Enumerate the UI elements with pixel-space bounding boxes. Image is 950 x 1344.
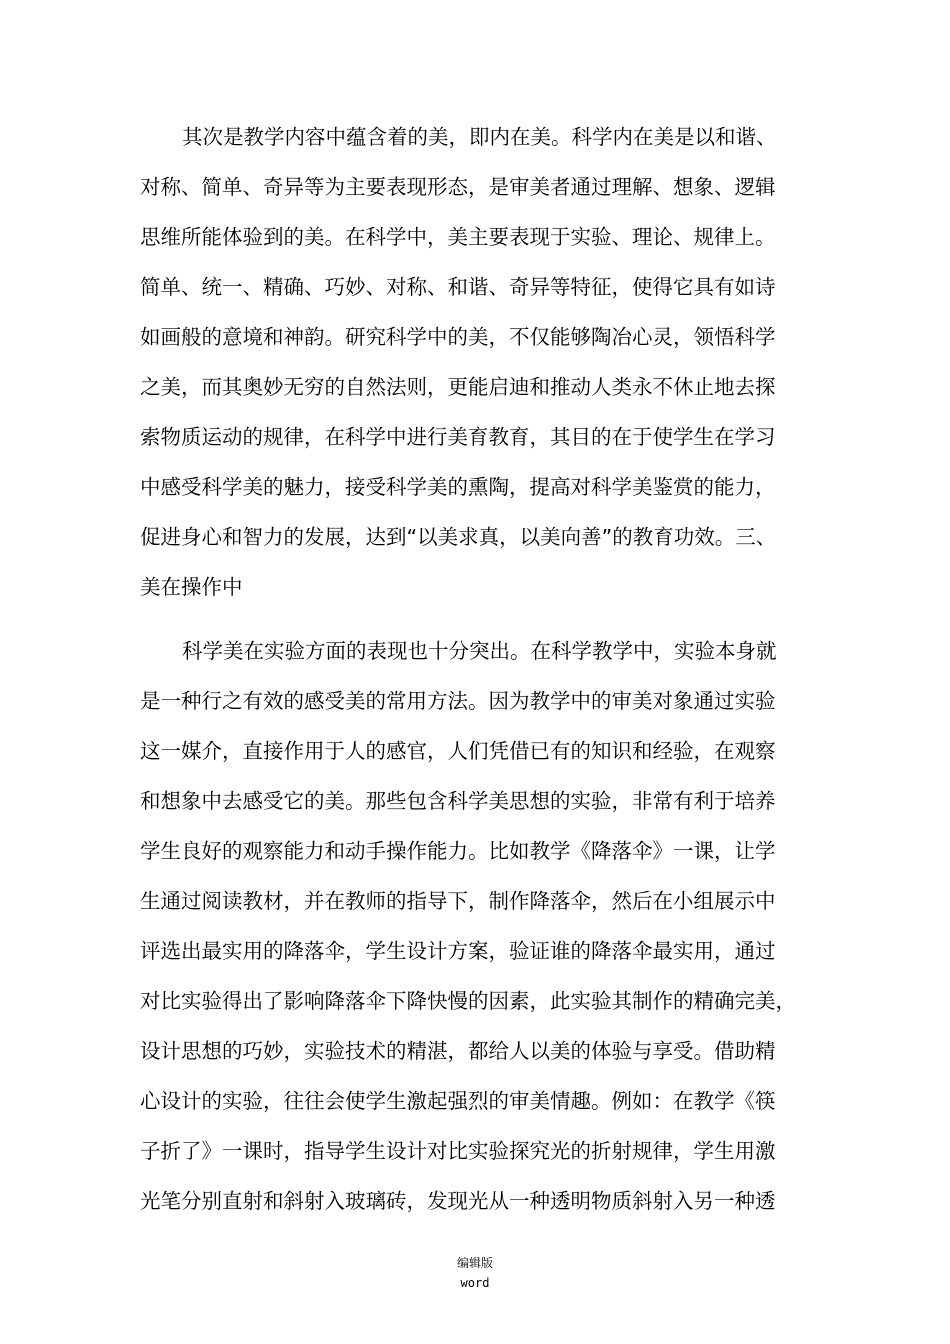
text-line: 科学美在实验方面的表现也十分突出。在科学教学中，实验本身就 <box>182 639 777 663</box>
text-line: 是一种行之有效的感受美的常用方法。因为教学中的审美对象通过实验 <box>140 689 776 713</box>
text-line: 促进身心和智力的发展，达到“以美求真，以美向善”的教育功效。三、 <box>140 525 777 549</box>
text-line: 设计思想的巧妙，实验技术的精湛，都给人以美的体验与享受。借助精 <box>140 1039 776 1063</box>
text-line: 子折了》一课时，指导学生设计对比实验探究光的折射规律，学生用激 <box>140 1139 776 1163</box>
text-line: 如画般的意境和神韵。研究科学中的美，不仅能够陶冶心灵，领悟科学 <box>140 325 776 349</box>
text-line: 之美，而其奥妙无穷的自然法则，更能启迪和推动人类永不休止地去探 <box>140 375 776 399</box>
footer-sublabel: word <box>460 1276 490 1290</box>
text-line: 对比实验得出了影响降落伞下降快慢的因素，此实验其制作的精确完美， <box>140 989 796 1013</box>
text-line: 中感受科学美的魅力，接受科学美的熏陶，提高对科学美鉴赏的能力， <box>140 475 776 499</box>
section-heading-line: 美在操作中 <box>140 575 243 599</box>
text-line: 这一媒介，直接作用于人的感官，人们凭借已有的知识和经验，在观察 <box>140 739 776 763</box>
text-line: 其次是教学内容中蕴含着的美，即内在美。科学内在美是以和谐、 <box>182 125 777 149</box>
paragraph-experiment-beauty <box>140 626 820 1226</box>
paragraph-inner-beauty <box>140 112 820 612</box>
footer-label: 编辑版 <box>456 1256 493 1270</box>
text-line: 索物质运动的规律，在科学中进行美育教育，其目的在于使学生在学习 <box>140 425 776 449</box>
text-line: 对称、简单、奇异等为主要表现形态，是审美者通过理解、想象、逻辑 <box>140 175 776 199</box>
text-line: 思维所能体验到的美。在科学中，美主要表现于实验、理论、规律上。 <box>140 225 776 249</box>
text-line: 评选出最实用的降落伞，学生设计方案，验证谁的降落伞最实用，通过 <box>140 939 776 963</box>
text-line: 和想象中去感受它的美。那些包含科学美思想的实验，非常有利于培养 <box>140 789 776 813</box>
text-line: 光笔分别直射和斜射入玻璃砖，发现光从一种透明物质斜射入另一种透 <box>140 1189 776 1213</box>
text-line: 生通过阅读教材，并在教师的指导下，制作降落伞，然后在小组展示中 <box>140 889 776 913</box>
text-line: 心设计的实验，往往会使学生激起强烈的审美情趣。例如：在教学《筷 <box>140 1089 776 1113</box>
text-line: 学生良好的观察能力和动手操作能力。比如教学《降落伞》一课，让学 <box>140 839 776 863</box>
text-line: 简单、统一、精确、巧妙、对称、和谐、奇异等特征，使得它具有如诗 <box>140 275 776 299</box>
